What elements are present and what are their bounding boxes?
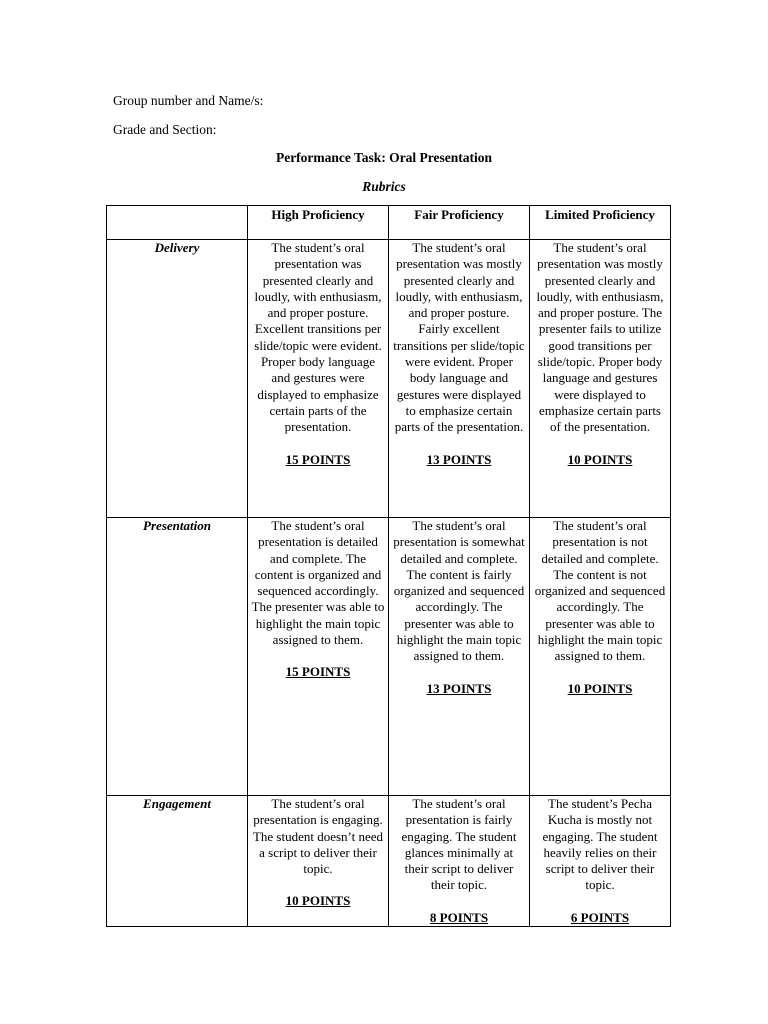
- cell-points: 10 POINTS: [567, 451, 633, 467]
- cell-description: The student’s oral presentation was presented clearly and loudly, with enthusiasm, and proper posture. Excellent transitions per slide/topic were evident. Proper body language and gestures were displayed to emphasize certain parts of the presentation.: [254, 240, 382, 435]
- rubric-cell: [530, 796, 671, 927]
- cell-points: 8 POINTS: [429, 909, 489, 925]
- header-cell-limited: Limited Proficiency: [530, 206, 671, 240]
- table-row: [107, 240, 671, 518]
- grade-label: Grade and Section:: [113, 122, 217, 137]
- cell-description: The student’s oral presentation is fairly engaging. The student glances minimally at their script to deliver their topic.: [401, 796, 517, 893]
- table-row: [107, 518, 671, 796]
- cell-description: The student’s oral presentation is engaging. The student doesn’t need a script to deliver their topic.: [252, 796, 384, 877]
- rubric-cell: [389, 240, 530, 518]
- criterion-label: Engagement: [143, 796, 211, 811]
- rubric-cell: [389, 518, 530, 796]
- cell-description: The student’s oral presentation was mostly presented clearly and loudly, with enthusiasm, and proper posture. The presenter fails to utilize good transitions per slide/topic. Proper body language and gestures were displayed to emphasize certain parts of the presentation.: [536, 240, 664, 435]
- criterion-cell: [107, 796, 248, 927]
- header-cell-empty: [107, 206, 248, 240]
- cell-points: 15 POINTS: [285, 451, 351, 467]
- rubric-cell: [530, 518, 671, 796]
- cell-points: 13 POINTS: [426, 451, 492, 467]
- cell-description: The student’s oral presentation is somewhat detailed and complete. The content is fairly organized and sequenced accordingly. The presenter was able to highlight the main topic assigned to them.: [393, 518, 525, 664]
- cell-points: 10 POINTS: [567, 680, 633, 696]
- rubric-table: [106, 205, 671, 927]
- table-header-row: [107, 206, 671, 240]
- rubric-cell: [530, 240, 671, 518]
- cell-points: 6 POINTS: [570, 909, 630, 925]
- criterion-cell: [107, 240, 248, 518]
- cell-points: 13 POINTS: [426, 680, 492, 696]
- group-label: Group number and Name/s:: [113, 93, 264, 108]
- rubric-cell: [248, 240, 389, 518]
- rubric-cell: [248, 518, 389, 796]
- header-cell-fair: Fair Proficiency: [389, 206, 530, 240]
- cell-description: The student’s oral presentation is detailed and complete. The content is organized and sequenced accordingly. The presenter was able to highlight the main topic assigned to them.: [251, 518, 385, 648]
- cell-description: The student’s oral presentation is not detailed and complete. The content is not organized and sequenced accordingly. The presenter was able to highlight the main topic assigned to them.: [534, 518, 666, 664]
- cell-points: 15 POINTS: [285, 664, 351, 680]
- table-row: [107, 796, 671, 927]
- cell-description: The student’s Pecha Kucha is mostly not engaging. The student heavily relies on their script to deliver their topic.: [542, 796, 658, 893]
- criterion-label: Presentation: [143, 518, 211, 533]
- criterion-cell: [107, 518, 248, 796]
- cell-points: 10 POINTS: [285, 893, 351, 909]
- rubric-cell: [248, 796, 389, 927]
- rubrics-subtitle: Rubrics: [362, 179, 406, 194]
- criterion-label: Delivery: [154, 240, 200, 255]
- page-title: Performance Task: Oral Presentation: [275, 150, 493, 165]
- rubric-cell: [389, 796, 530, 927]
- cell-description: The student’s oral presentation was mostly presented clearly and loudly, with enthusiasm, and proper posture. Fairly excellent transitions per slide/topic were evident. Proper body language and gestures were displayed to emphasize certain parts of the presentation.: [393, 240, 525, 435]
- header-cell-high: High Proficiency: [248, 206, 389, 240]
